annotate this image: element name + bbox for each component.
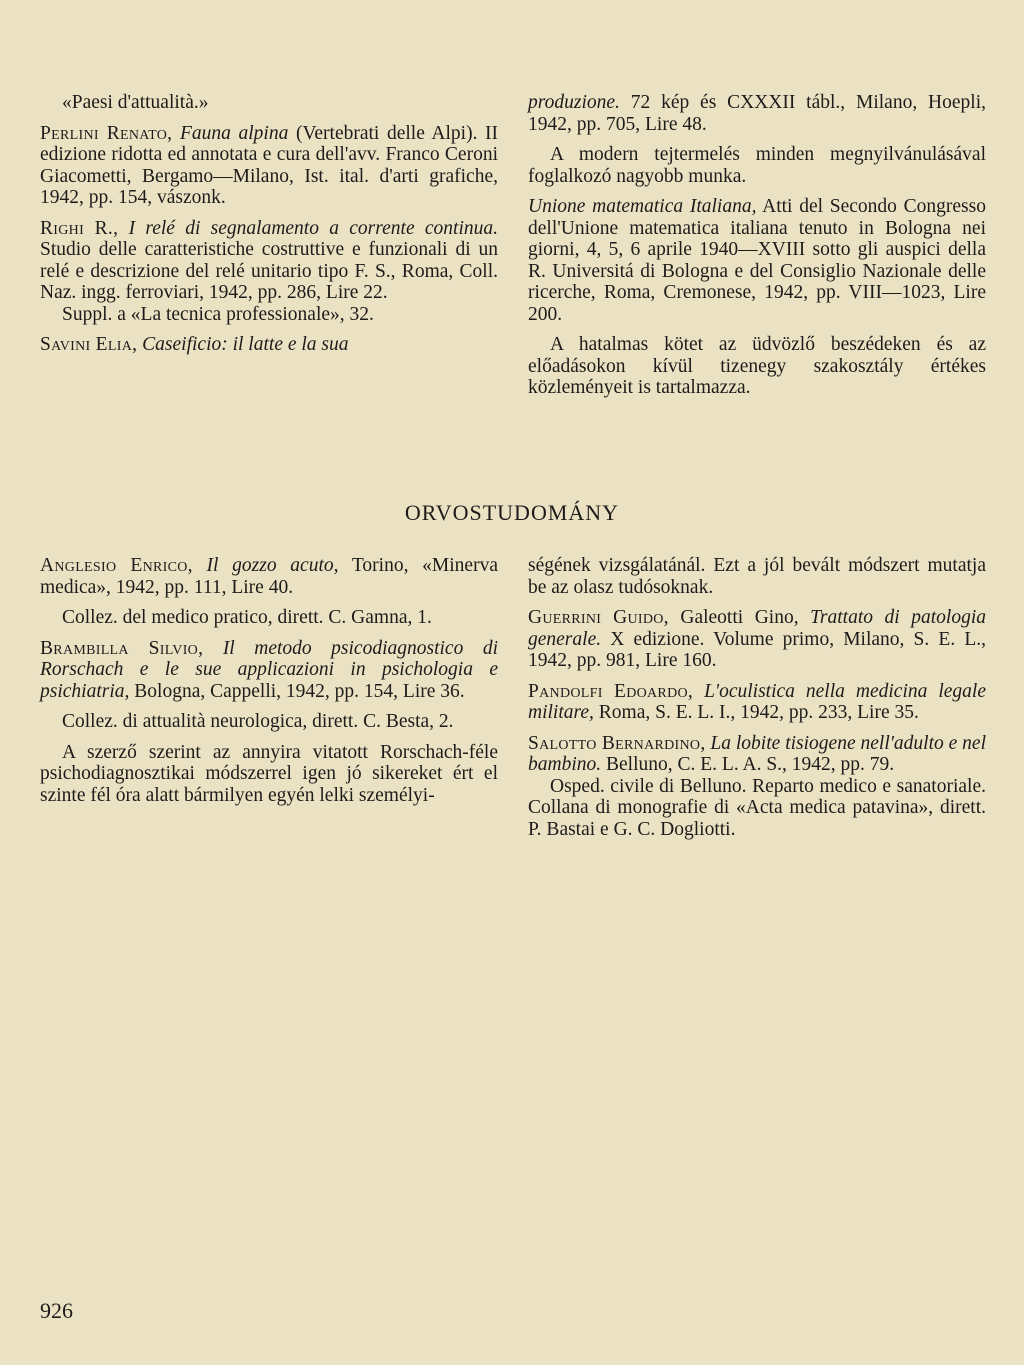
entry-author: Salotto Bernardino, [528, 732, 706, 754]
entry-brambilla [40, 638, 498, 703]
entry-title: Il gozzo acuto, [206, 555, 339, 576]
entry-details: (Vertebrati delle Alpi). II edizione ridotta ed annotata e cura dell'avv. Franco Ceroni Giacometti, Bergamo—Milano, Ist. ital. d'arti grafiche, 1942, pp. 154, vászonk. [40, 122, 499, 208]
entry-details: Belluno, C. E. L. A. S., 1942, pp. 79. [606, 754, 895, 775]
entry-details: Bologna, Cappelli, 1942, pp. 154, Lire 36. [134, 680, 465, 702]
entry-details: Studio delle caratteristiche costruttive e funzionali di un relé e descrizione del relé unitario tipo F. S., Roma, Coll. Naz. ingg. ferroviari, 1942, pp. 286, Lire 22. [40, 239, 498, 303]
entry-anglesio [40, 555, 498, 598]
review-note: A hatalmas kötet az üdvözlő beszédeken és az előadásokon kívül tizenegy szakosztály értékes közleményeit is tartalmazza. [528, 334, 986, 398]
series-note-osped: Osped. civile di Belluno. Reparto medico e sanatoriale. Collana di monografie di «Acta medica patavina», dirett. P. Bastai e G. C. Dogliotti. [528, 775, 986, 840]
entry-title: L'oculistica nella medicina legale militare, [528, 680, 987, 723]
entry-righi [40, 218, 498, 304]
entry-details: Atti del Secondo Congresso dell'Unione matematica italiana tenuto in Bologna nei giorni, 4, 5, 6 aprile 1940—XVIII sotto gli auspici della R. Universitá di Bologna e del Consiglio Nazionale delle ricerche, Roma, Cremonese, 1942, pp. VIII—1023, Lire 200. [528, 196, 986, 325]
entry-author: Pandolfi Edoardo, [528, 680, 694, 702]
series-note-paesi: «Paesi d'attualità.» [62, 92, 209, 113]
entry-unione [528, 196, 986, 325]
entry-perlini [40, 123, 498, 209]
review-note-continued: ségének vizsgálatánál. Ezt a jól bevált módszert mutatja be az olasz tudósoknak. [528, 555, 986, 598]
review-note: A modern tejtermelés minden megnyilvánulásával foglalkozó nagyobb munka. [528, 144, 986, 187]
series-note-collez: Collez. di attualità neurologica, dirett. C. Besta, 2. [62, 711, 454, 732]
column-bottom-left [40, 555, 498, 815]
entry-author: Savini Elia, [40, 334, 138, 355]
entry-title: I relé di segnalamento a corrente continua. [128, 217, 499, 239]
entry-author: Anglesio Enrico, [40, 555, 193, 576]
entry-title: Fauna alpina [179, 122, 289, 144]
entry-title: produzione. [528, 92, 620, 113]
entry-title: Unione matematica Italiana, [528, 196, 757, 217]
entry-details: X edizione. Volume primo, Milano, S. E. L., 1942, pp. 981, Lire 160. [528, 628, 986, 671]
entry-salotto [528, 733, 986, 776]
review-note: A szerző szerint az annyira vitatott Rorschach-féle psichodiagnosztikai módszerrel igen jó sikereket ért el szinte fél óra alatt bármilyen egyén lelki személyi- [40, 741, 498, 806]
entry-details: Roma, S. E. L. I., 1942, pp. 233, Lire 35. [598, 702, 919, 723]
entry-coauthor: Galeotti Gino, [680, 607, 799, 628]
column-bottom-right [528, 555, 986, 849]
entry-title: Trattato di patologia generale. [528, 607, 986, 650]
entry-author: Perlini Renato, [40, 122, 173, 144]
entry-title: Caseificio: il latte e la sua [142, 334, 349, 355]
column-top-right [528, 92, 986, 408]
entry-details: Torino, «Minerva medica», 1942, pp. 111, Lire 40. [40, 555, 498, 598]
entry-savini [40, 334, 498, 356]
entry-savini-continued [528, 92, 986, 135]
entry-author: Brambilla Silvio, [40, 637, 204, 659]
series-note-suppl: Suppl. a «La tecnica professionale», 32. [62, 303, 374, 325]
column-top-left [40, 92, 498, 365]
entry-title: Il metodo psicodiagnostico di Rorschach e le sue applicazioni in psichologia e psichiatria, [40, 637, 499, 702]
series-note-collez: Collez. del medico pratico, dirett. C. Gamna, 1. [62, 607, 432, 628]
entry-pandolfi [528, 681, 986, 724]
entry-title: La lobite tisiogene nell'adulto e nel bambino. [528, 732, 986, 775]
section-heading: ORVOSTUDOMÁNY [404, 500, 620, 525]
page-number: 926 [40, 1298, 73, 1323]
entry-author: Guerrini Guido, [528, 607, 669, 628]
entry-author: Righi R., [40, 217, 119, 239]
entry-details: 72 kép és CXXXII tábl., Milano, Hoepli, 1942, pp. 705, Lire 48. [528, 92, 986, 135]
entry-guerrini [528, 607, 986, 672]
